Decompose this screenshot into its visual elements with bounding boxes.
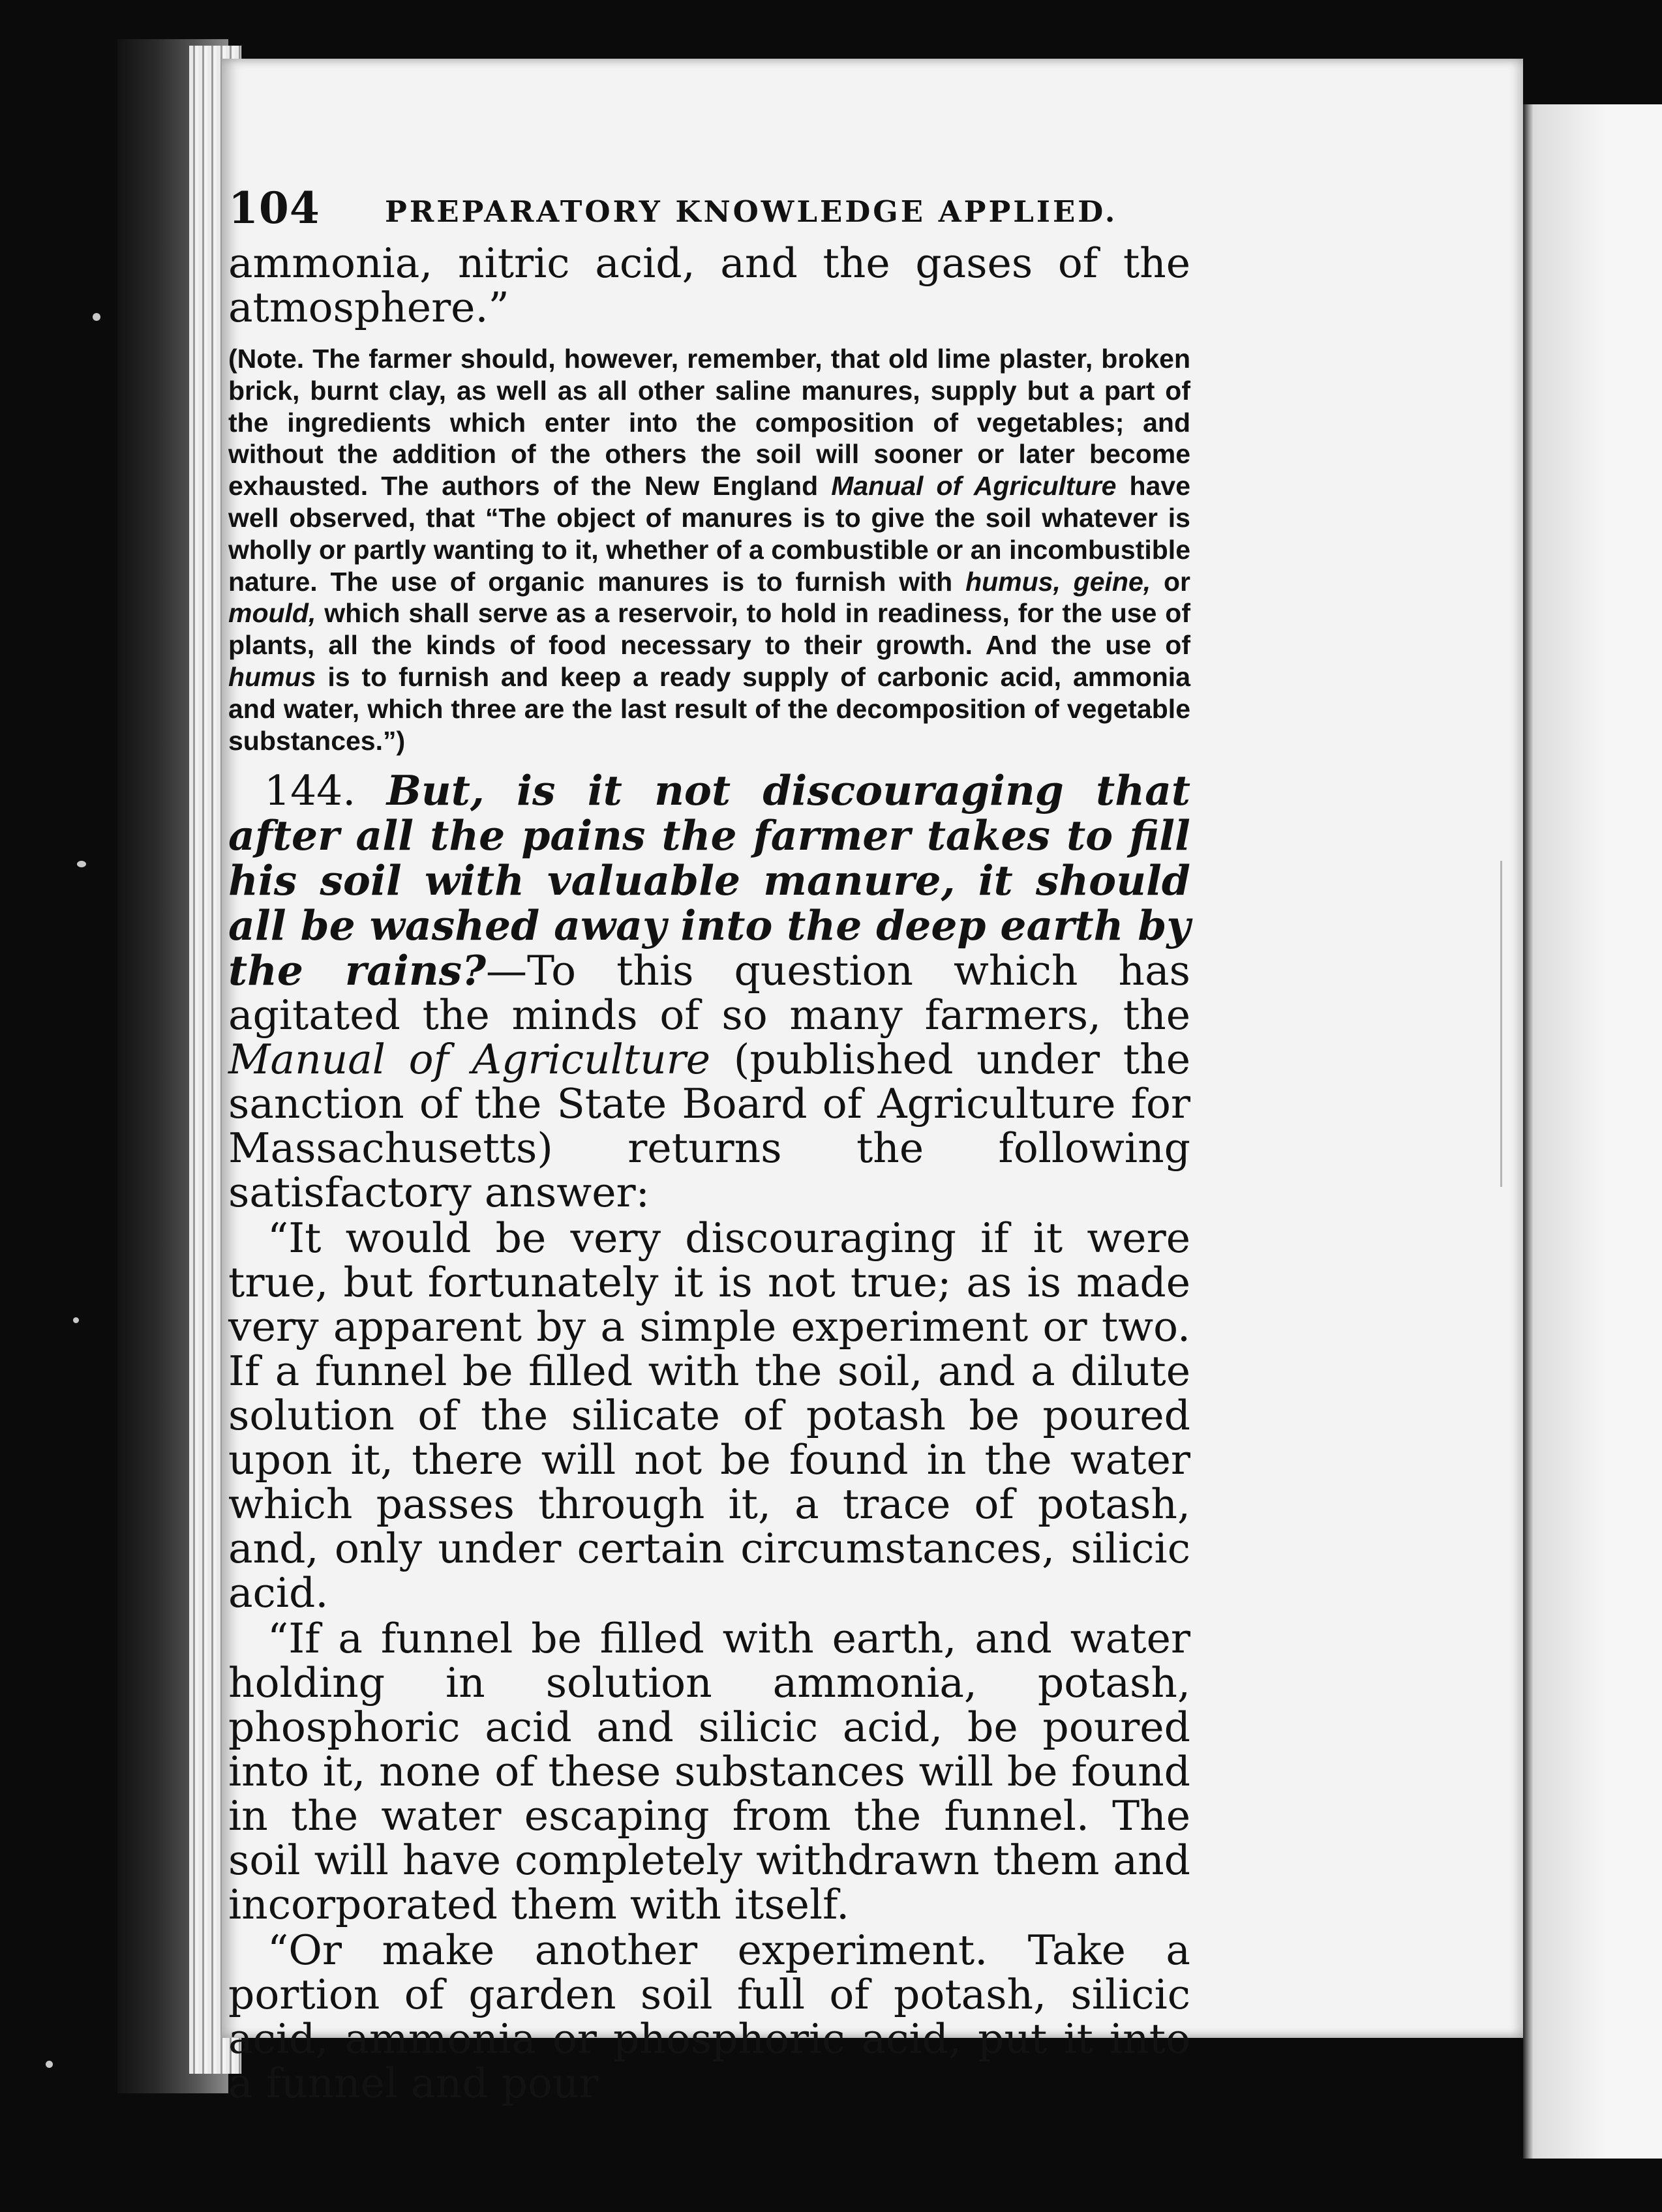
running-head xyxy=(228,163,1190,241)
dust-speck xyxy=(93,313,100,321)
quote-paragraph-3: “Or make another experiment. Take a portion of garden soil full of potash, silicic acid, ammonia or phosphoric acid, put it into a funnel and pour xyxy=(228,1926,1190,2108)
adjacent-shade xyxy=(1523,104,1662,2159)
section-text-2: (published under the sanction of the State Board of Agriculture for Massachusetts) returns the following satisfactory answer: xyxy=(228,1036,1190,1217)
note-text-2: have well observed, that “The object of manures is to give the soil whatever is wholly or partly wanting to it, whether of a combustible or an incombustible nature. The use of organic manures is to furnish with xyxy=(228,471,1190,597)
dust-speck xyxy=(73,1317,79,1323)
note-italic-1: Manual of Agriculture xyxy=(831,471,1117,501)
quote-paragraph-2: “If a funnel be filled with earth, and water holding in solution ammonia, potash, phosphoric acid and silicic acid, be poured into it, none of these substances will be found in the water escaping from the funnel. The soil will have completely withdrawn them and incorporated them with itself. xyxy=(228,1615,1190,1929)
note-text-5: is to furnish and keep a ready supply of carbonic acid, ammonia and water, which three are the last result of the decomposition of vegetable substances.”) xyxy=(228,661,1190,756)
note-italic-4: humus xyxy=(228,661,316,692)
manual-title: Manual of Agriculture xyxy=(228,1036,711,1084)
section-question: But, is it not discouraging that after all the pains the farmer takes to fill his soil with valuable manure, it should all be washed away into the deep earth by the rains? xyxy=(228,766,1190,995)
running-title: PREPARATORY KNOWLEDGE APPLIED. xyxy=(385,194,1118,229)
note-text-1: (Note. The farmer should, however, remember, that old lime plaster, broken brick, burnt clay, as well as all other saline manures, supply but a part of the ingredients which enter into the composition of vegetables; and without the addition of the others the soil will sooner or later become exhausted. The authors of the New England xyxy=(228,344,1190,501)
dust-speck xyxy=(77,861,86,867)
dust-speck xyxy=(46,2061,53,2068)
page-number: 104 xyxy=(228,183,320,233)
section-number: 144. xyxy=(264,767,356,815)
note-italic-2: humus, geine, xyxy=(965,566,1151,597)
note-paragraph xyxy=(228,343,1190,756)
section-text-1: —To this question which has agitated the minds of so many farmers, the xyxy=(228,947,1190,1039)
note-text-3: or xyxy=(1151,566,1190,597)
section-144 xyxy=(228,768,1190,1215)
page-text xyxy=(228,163,1190,2106)
quote-paragraph-1: “It would be very discouraging if it were true, but fortunately it is not true; as is made very apparent by a simple experiment or two. If a funnel be filled with the soil, and a dilute solution of the silicate of potash be poured upon it, there will not be found in the water which passes through it, a trace of potash, and, only under certain circumstances, silicic acid. xyxy=(228,1214,1190,1617)
opening-paragraph: ammonia, nitric acid, and the gases of the atmosphere.” xyxy=(228,239,1190,331)
note-text-4: which shall serve as a reservoir, to hold in readiness, for the use of plants, all the kinds of food necessary to their growth. And the use of xyxy=(228,598,1190,661)
adjacent-page xyxy=(1523,104,1662,2159)
note-italic-3: mould, xyxy=(228,598,316,629)
